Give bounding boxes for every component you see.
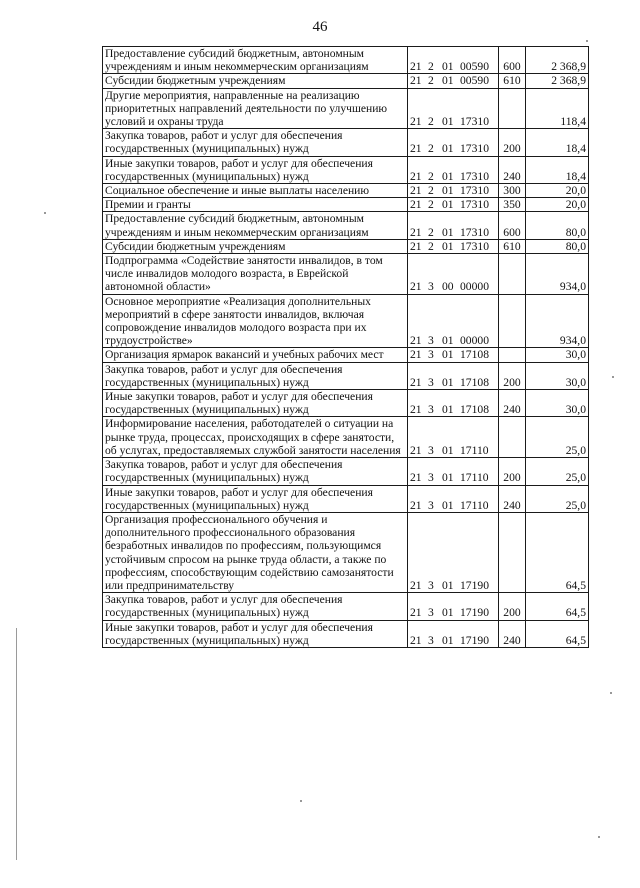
- code-part: 01: [442, 115, 454, 129]
- table-row: [103, 485, 589, 512]
- code-part: 2: [428, 142, 434, 156]
- code-part: 17310: [460, 115, 489, 129]
- code-part: 21: [410, 403, 422, 417]
- row-expense-type-cell: 240: [499, 620, 526, 647]
- code-part: 17310: [460, 198, 489, 212]
- code-part: 01: [442, 443, 454, 457]
- row-expense-type-cell: 600: [499, 47, 526, 74]
- row-code-cell: [408, 156, 499, 183]
- table-row: [103, 620, 589, 647]
- code-part: 01: [442, 169, 454, 183]
- code-part: 21: [410, 115, 422, 129]
- code-part: 17310: [460, 184, 489, 198]
- row-amount-cell: 118,4: [526, 88, 589, 129]
- row-name-cell: Иные закупки товаров, работ и услуг для обеспечения государственных (муниципальных) нужд: [103, 620, 408, 647]
- row-name-cell: Субсидии бюджетным учреждениям: [103, 239, 408, 253]
- code-part: 01: [442, 198, 454, 212]
- code-part: 17310: [460, 169, 489, 183]
- code-part: 17310: [460, 142, 489, 156]
- table-row: [103, 390, 589, 417]
- scan-speck: [44, 212, 46, 214]
- code-part: 21: [410, 169, 422, 183]
- row-expense-type-cell: [499, 417, 526, 458]
- table-row: [103, 212, 589, 239]
- code-part: 00000: [460, 334, 489, 348]
- row-code-cell: [408, 212, 499, 239]
- row-amount-cell: 934,0: [526, 254, 589, 295]
- code-part: 21: [410, 225, 422, 239]
- row-amount-cell: 30,0: [526, 348, 589, 362]
- row-name-cell: Другие мероприятия, направленные на реализацию приоритетных направлений деятельности по улучшению условий и охраны труда: [103, 88, 408, 129]
- row-amount-cell: 64,5: [526, 593, 589, 620]
- row-code-cell: [408, 512, 499, 592]
- row-code-cell: [408, 485, 499, 512]
- row-name-cell: Закупка товаров, работ и услуг для обеспечения государственных (муниципальных) нужд: [103, 362, 408, 389]
- row-expense-type-cell: 240: [499, 390, 526, 417]
- code-part: 3: [428, 606, 434, 620]
- row-code-cell: [408, 254, 499, 295]
- code-part: 17190: [460, 578, 489, 592]
- code-part: 21: [410, 633, 422, 647]
- row-code-cell: [408, 129, 499, 156]
- budget-table: [102, 46, 589, 648]
- code-part: 17190: [460, 606, 489, 620]
- row-expense-type-cell: 200: [499, 129, 526, 156]
- code-part: 01: [442, 498, 454, 512]
- code-part: 21: [410, 60, 422, 74]
- code-part: 21: [410, 348, 422, 362]
- code-part: 00000: [460, 280, 489, 294]
- table-row: [103, 198, 589, 212]
- row-expense-type-cell: [499, 512, 526, 592]
- code-part: 21: [410, 198, 422, 212]
- code-part: 3: [428, 578, 434, 592]
- code-part: 17310: [460, 225, 489, 239]
- row-code-cell: [408, 620, 499, 647]
- table-row: [103, 47, 589, 74]
- code-part: 2: [428, 239, 434, 253]
- row-expense-type-cell: [499, 88, 526, 129]
- row-code-cell: [408, 417, 499, 458]
- row-expense-type-cell: [499, 254, 526, 295]
- row-code-cell: [408, 458, 499, 485]
- code-part: 21: [410, 280, 422, 294]
- row-amount-cell: 80,0: [526, 239, 589, 253]
- row-expense-type-cell: 300: [499, 184, 526, 198]
- code-part: 17110: [460, 498, 489, 512]
- page-number: 46: [312, 19, 328, 35]
- table-row: [103, 362, 589, 389]
- code-part: 01: [442, 74, 454, 88]
- row-code-cell: [408, 239, 499, 253]
- row-expense-type-cell: [499, 348, 526, 362]
- code-part: 17190: [460, 633, 489, 647]
- row-expense-type-cell: 240: [499, 156, 526, 183]
- row-name-cell: Закупка товаров, работ и услуг для обеспечения государственных (муниципальных) нужд: [103, 593, 408, 620]
- code-part: 01: [442, 184, 454, 198]
- code-part: 17108: [460, 403, 489, 417]
- code-part: 01: [442, 239, 454, 253]
- row-expense-type-cell: 610: [499, 74, 526, 88]
- code-part: 21: [410, 606, 422, 620]
- code-part: 01: [442, 375, 454, 389]
- budget-table-body: [103, 47, 589, 648]
- code-part: 2: [428, 184, 434, 198]
- code-part: 21: [410, 375, 422, 389]
- row-code-cell: [408, 362, 499, 389]
- code-part: 21: [410, 184, 422, 198]
- scan-speck: [610, 692, 612, 694]
- code-part: 2: [428, 225, 434, 239]
- row-amount-cell: 30,0: [526, 390, 589, 417]
- code-part: 01: [442, 633, 454, 647]
- row-expense-type-cell: 200: [499, 362, 526, 389]
- code-part: 01: [442, 348, 454, 362]
- code-part: 21: [410, 498, 422, 512]
- row-name-cell: Организация профессионального обучения и дополнительного профессионального образования безработных инвалидов по профессиям, пользующимся устойчивым спросом на рынке труда области, а также по профессиям, способствующим содействию самозанятости или предпринимательству: [103, 512, 408, 592]
- row-name-cell: Иные закупки товаров, работ и услуг для обеспечения государственных (муниципальных) нужд: [103, 390, 408, 417]
- code-part: 3: [428, 334, 434, 348]
- row-amount-cell: 934,0: [526, 294, 589, 348]
- table-row: [103, 254, 589, 295]
- row-code-cell: [408, 88, 499, 129]
- row-expense-type-cell: 200: [499, 593, 526, 620]
- table-row: [103, 74, 589, 88]
- code-part: 2: [428, 74, 434, 88]
- row-name-cell: Закупка товаров, работ и услуг для обеспечения государственных (муниципальных) нужд: [103, 458, 408, 485]
- table-row: [103, 348, 589, 362]
- row-amount-cell: 2 368,9: [526, 47, 589, 74]
- scan-speck: [612, 376, 614, 378]
- code-part: 17110: [460, 471, 489, 485]
- code-part: 3: [428, 633, 434, 647]
- row-code-cell: [408, 348, 499, 362]
- code-part: 2: [428, 60, 434, 74]
- row-expense-type-cell: 610: [499, 239, 526, 253]
- code-part: 01: [442, 334, 454, 348]
- code-part: 00590: [460, 74, 489, 88]
- row-amount-cell: 30,0: [526, 362, 589, 389]
- row-name-cell: Подпрограмма «Содействие занятости инвалидов, в том числе инвалидов молодого возраста, в Еврейской автономной области»: [103, 254, 408, 295]
- table-row: [103, 88, 589, 129]
- code-part: 3: [428, 443, 434, 457]
- code-part: 01: [442, 606, 454, 620]
- scan-speck: [598, 836, 600, 838]
- row-name-cell: Организация ярмарок вакансий и учебных рабочих мест: [103, 348, 408, 362]
- row-amount-cell: 2 368,9: [526, 74, 589, 88]
- code-part: 01: [442, 471, 454, 485]
- code-part: 21: [410, 142, 422, 156]
- code-part: 21: [410, 578, 422, 592]
- code-part: 21: [410, 471, 422, 485]
- row-expense-type-cell: 350: [499, 198, 526, 212]
- row-code-cell: [408, 593, 499, 620]
- code-part: 01: [442, 60, 454, 74]
- table-row: [103, 184, 589, 198]
- row-name-cell: Иные закупки товаров, работ и услуг для обеспечения государственных (муниципальных) нужд: [103, 156, 408, 183]
- row-name-cell: Основное мероприятие «Реализация дополнительных мероприятий в сфере занятости инвалидов, включая сопровождение инвалидов молодого возраста при их трудоустройстве»: [103, 294, 408, 348]
- scan-speck: [300, 800, 302, 802]
- row-amount-cell: 25,0: [526, 485, 589, 512]
- code-part: 01: [442, 403, 454, 417]
- code-part: 2: [428, 169, 434, 183]
- row-name-cell: Социальное обеспечение и иные выплаты населению: [103, 184, 408, 198]
- table-row: [103, 294, 589, 348]
- row-expense-type-cell: 600: [499, 212, 526, 239]
- scan-speck: [586, 40, 588, 42]
- row-name-cell: Премии и гранты: [103, 198, 408, 212]
- code-part: 21: [410, 239, 422, 253]
- code-part: 3: [428, 375, 434, 389]
- row-code-cell: [408, 390, 499, 417]
- row-amount-cell: 25,0: [526, 458, 589, 485]
- row-expense-type-cell: 240: [499, 485, 526, 512]
- code-part: 3: [428, 403, 434, 417]
- table-row: [103, 156, 589, 183]
- code-part: 3: [428, 348, 434, 362]
- code-part: 00590: [460, 60, 489, 74]
- row-amount-cell: 20,0: [526, 184, 589, 198]
- code-part: 01: [442, 142, 454, 156]
- table-row: [103, 129, 589, 156]
- code-part: 2: [428, 115, 434, 129]
- row-code-cell: [408, 47, 499, 74]
- row-amount-cell: 64,5: [526, 512, 589, 592]
- table-row: [103, 458, 589, 485]
- row-code-cell: [408, 294, 499, 348]
- code-part: 01: [442, 578, 454, 592]
- table-row: [103, 239, 589, 253]
- scan-edge-line: [16, 628, 17, 860]
- row-name-cell: Информирование населения, работодателей о ситуации на рынке труда, процессах, происходящих в сфере занятости, об услугах, предоставляемых службой занятости населения: [103, 417, 408, 458]
- row-name-cell: Закупка товаров, работ и услуг для обеспечения государственных (муниципальных) нужд: [103, 129, 408, 156]
- code-part: 17108: [460, 348, 489, 362]
- row-amount-cell: 18,4: [526, 156, 589, 183]
- row-code-cell: [408, 198, 499, 212]
- code-part: 3: [428, 280, 434, 294]
- row-name-cell: Предоставление субсидий бюджетным, автономным учреждениям и иным некоммерческим организациям: [103, 47, 408, 74]
- table-row: [103, 512, 589, 592]
- row-amount-cell: 80,0: [526, 212, 589, 239]
- code-part: 17310: [460, 239, 489, 253]
- row-amount-cell: 25,0: [526, 417, 589, 458]
- row-name-cell: Иные закупки товаров, работ и услуг для обеспечения государственных (муниципальных) нужд: [103, 485, 408, 512]
- row-expense-type-cell: [499, 294, 526, 348]
- row-amount-cell: 64,5: [526, 620, 589, 647]
- table-row: [103, 593, 589, 620]
- table-row: [103, 417, 589, 458]
- code-part: 3: [428, 498, 434, 512]
- code-part: 3: [428, 471, 434, 485]
- code-part: 00: [442, 280, 454, 294]
- code-part: 17110: [460, 443, 489, 457]
- row-amount-cell: 18,4: [526, 129, 589, 156]
- row-code-cell: [408, 74, 499, 88]
- row-name-cell: Субсидии бюджетным учреждениям: [103, 74, 408, 88]
- code-part: 21: [410, 443, 422, 457]
- row-amount-cell: 20,0: [526, 198, 589, 212]
- code-part: 01: [442, 225, 454, 239]
- code-part: 2: [428, 198, 434, 212]
- code-part: 17108: [460, 375, 489, 389]
- row-expense-type-cell: 200: [499, 458, 526, 485]
- row-name-cell: Предоставление субсидий бюджетным, автономным учреждениям и иным некоммерческим организациям: [103, 212, 408, 239]
- code-part: 21: [410, 74, 422, 88]
- code-part: 21: [410, 334, 422, 348]
- row-code-cell: [408, 184, 499, 198]
